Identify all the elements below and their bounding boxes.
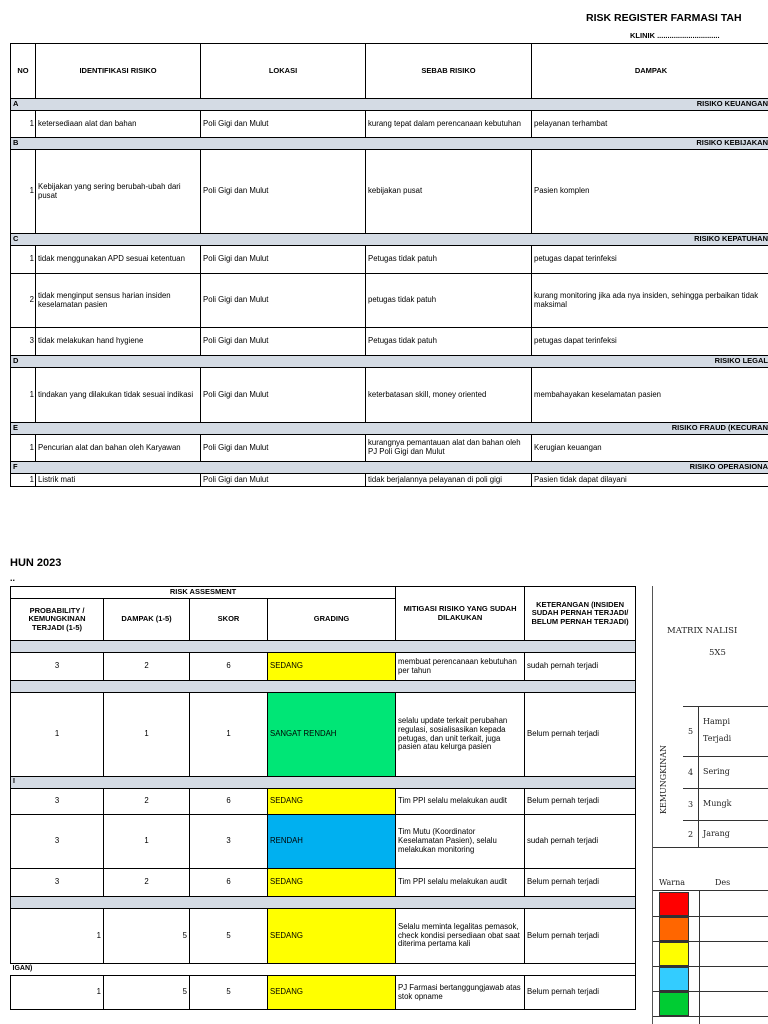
table-row <box>11 150 768 234</box>
section-code: F <box>11 462 36 474</box>
row-no: 1 <box>11 150 36 234</box>
table-row <box>11 474 768 487</box>
cell-keterangan: Belum pernah terjadi <box>525 976 636 1010</box>
cell-skor: 6 <box>190 653 268 681</box>
risk-matrix-panel <box>652 586 768 1024</box>
section-code: E <box>11 423 36 435</box>
section-code: B <box>11 138 36 150</box>
cell-mitigasi: Tim Mutu (Koordinator Keselamatan Pasien), selalu melakukan monitoring <box>396 815 525 869</box>
deskripsi-label: Des <box>715 878 731 887</box>
cell-probability: 1 <box>11 909 104 964</box>
cell-mitigasi: Tim PPI selalu melakukan audit <box>396 789 525 815</box>
cell-grading: SEDANG <box>268 869 396 897</box>
col-sebab: SEBAB RISIKO <box>366 44 532 99</box>
matrix-row-number: 5 <box>683 707 699 756</box>
row-no: 3 <box>11 328 36 356</box>
col-skor: SKOR <box>190 599 268 641</box>
section-row <box>11 99 768 111</box>
row-lokasi: Poli Gigi dan Mulut <box>201 111 366 138</box>
cell-probability: 1 <box>11 693 104 777</box>
risk-assessment-table <box>10 586 636 1010</box>
table-row <box>11 909 636 964</box>
row-no: 1 <box>11 111 36 138</box>
table-row <box>11 693 636 777</box>
legend-row <box>653 917 768 942</box>
row-identifikasi: Listrik mati <box>36 474 201 487</box>
cell-dampak: 5 <box>104 909 190 964</box>
row-lokasi: Poli Gigi dan Mulut <box>201 435 366 462</box>
klinik-dots: .. <box>10 573 16 583</box>
row-dampak: pelayanan terhambat <box>532 111 768 138</box>
legend-swatch-green <box>659 992 689 1016</box>
section-row <box>11 138 768 150</box>
matrix-row <box>683 706 768 756</box>
col-grading: GRADING <box>268 599 396 641</box>
section-code: A <box>11 99 36 111</box>
cell-probability: 1 <box>11 976 104 1010</box>
cell-keterangan: Belum pernah terjadi <box>525 909 636 964</box>
risk-register-table <box>10 43 768 487</box>
cell-keterangan: Belum pernah terjadi <box>525 693 636 777</box>
cell-probability: 3 <box>11 653 104 681</box>
section-name: RISIKO LEGAL <box>36 356 768 368</box>
row-lokasi: Poli Gigi dan Mulut <box>201 328 366 356</box>
row-lokasi: Poli Gigi dan Mulut <box>201 474 366 487</box>
matrix-row-number: 3 <box>683 789 699 820</box>
legend-swatch-orange <box>659 917 689 941</box>
row-identifikasi: ketersediaan alat dan bahan <box>36 111 201 138</box>
row-dampak: petugas dapat terinfeksi <box>532 328 768 356</box>
cell-skor: 6 <box>190 869 268 897</box>
section-row <box>11 356 768 368</box>
section-fragment: IGAN) <box>11 964 636 976</box>
table-row <box>11 111 768 138</box>
row-dampak: membahayakan keselamatan pasien <box>532 368 768 423</box>
row-sebab: petugas tidak patuh <box>366 274 532 328</box>
legend-row <box>653 992 768 1017</box>
section-code: C <box>11 234 36 246</box>
row-sebab: tidak berjalannya pelayanan di poli gigi <box>366 474 532 487</box>
warna-label: Warna <box>659 878 686 887</box>
row-no: 1 <box>11 435 36 462</box>
table-row <box>11 328 768 356</box>
section-fragment: I <box>11 777 636 789</box>
section-code: D <box>11 356 36 368</box>
cell-keterangan: Belum pernah terjadi <box>525 869 636 897</box>
cell-grading: SEDANG <box>268 789 396 815</box>
row-sebab: Petugas tidak patuh <box>366 246 532 274</box>
klinik-label: KLINIK .............................. <box>630 31 720 40</box>
cell-dampak: 5 <box>104 976 190 1010</box>
row-no: 1 <box>11 246 36 274</box>
row-identifikasi: Kebijakan yang sering berubah-ubah dari pusat <box>36 150 201 234</box>
cell-dampak: 1 <box>104 815 190 869</box>
table-row <box>11 246 768 274</box>
cell-probability: 3 <box>11 815 104 869</box>
matrix-row <box>683 756 768 788</box>
col-keterangan: KETERANGAN (INSIDEN SUDAH PERNAH TERJADI/ BELUM PERNAH TERJADI) <box>525 587 636 641</box>
cell-keterangan: Belum pernah terjadi <box>525 789 636 815</box>
cell-skor: 3 <box>190 815 268 869</box>
cell-probability: 3 <box>11 789 104 815</box>
row-lokasi: Poli Gigi dan Mulut <box>201 368 366 423</box>
matrix-size: 5X5 <box>709 648 726 658</box>
matrix-row-label: Mungk <box>703 799 732 808</box>
cell-grading: SEDANG <box>268 909 396 964</box>
col-dampak: DAMPAK <box>532 44 768 99</box>
matrix-row <box>683 820 768 847</box>
cell-mitigasi: Tim PPI selalu melakukan audit <box>396 869 525 897</box>
row-identifikasi: tidak menggunakan APD sesuai ketentuan <box>36 246 201 274</box>
matrix-row-number: 2 <box>683 821 699 847</box>
section-name: RISIKO KEBIJAKAN <box>36 138 768 150</box>
col-identifikasi: IDENTIFIKASI RISIKO <box>36 44 201 99</box>
page-title: RISK REGISTER FARMASI TAH <box>586 12 742 24</box>
col-probability: PROBABILITY / KEMUNGKINAN TERJADI (1-5) <box>11 599 104 641</box>
cell-mitigasi: membuat perencanaan kebutuhan per tahun <box>396 653 525 681</box>
row-sebab: kebijakan pusat <box>366 150 532 234</box>
row-sebab: kurangnya pemantauan alat dan bahan oleh PJ Poli Gigi dan Mulut <box>366 435 532 462</box>
table-row <box>11 368 768 423</box>
cell-skor: 6 <box>190 789 268 815</box>
matrix-axis-label: KEMUNGKINAN <box>659 744 668 814</box>
cell-grading: SEDANG <box>268 653 396 681</box>
col-mitigasi: MITIGASI RISIKO YANG SUDAH DILAKUKAN <box>396 587 525 641</box>
risk-assessment-header: RISK ASSESMENT <box>11 587 396 599</box>
legend-swatch-blue <box>659 967 689 991</box>
matrix-legend-header <box>653 847 768 891</box>
matrix-row-label: Sering <box>703 767 730 776</box>
cell-dampak: 2 <box>104 653 190 681</box>
cell-skor: 1 <box>190 693 268 777</box>
legend-swatch-red <box>659 892 689 916</box>
row-no: 2 <box>11 274 36 328</box>
section-name: RISIKO FRAUD (KECURAN <box>36 423 768 435</box>
cell-grading: SANGAT RENDAH <box>268 693 396 777</box>
cell-keterangan: sudah pernah terjadi <box>525 653 636 681</box>
section-row <box>11 423 768 435</box>
row-sebab: kurang tepat dalam perencanaan kebutuhan <box>366 111 532 138</box>
row-no: 1 <box>11 474 36 487</box>
matrix-row-number: 4 <box>683 757 699 788</box>
row-identifikasi: tidak melakukan hand hygiene <box>36 328 201 356</box>
cell-dampak: 1 <box>104 693 190 777</box>
cell-dampak: 2 <box>104 789 190 815</box>
row-dampak: kurang monitoring jika ada nya insiden, sehingga perbaikan tidak maksimal <box>532 274 768 328</box>
row-dampak: Kerugian keuangan <box>532 435 768 462</box>
cell-grading: RENDAH <box>268 815 396 869</box>
row-dampak: Pasien komplen <box>532 150 768 234</box>
section-name: RISIKO OPERASIONA <box>36 462 768 474</box>
cell-mitigasi: PJ Farmasi bertanggungjawab atas stok opname <box>396 976 525 1010</box>
cell-grading: SEDANG <box>268 976 396 1010</box>
row-identifikasi: Pencurian alat dan bahan oleh Karyawan <box>36 435 201 462</box>
legend-row <box>653 892 768 917</box>
matrix-row-label: Hampi <box>703 717 731 726</box>
row-dampak: petugas dapat terinfeksi <box>532 246 768 274</box>
legend-row <box>653 942 768 967</box>
section-row <box>11 462 768 474</box>
col-dampak-score: DAMPAK (1-5) <box>104 599 190 641</box>
table-row <box>11 274 768 328</box>
legend-swatch-yellow <box>659 942 689 966</box>
row-lokasi: Poli Gigi dan Mulut <box>201 246 366 274</box>
section-row <box>11 234 768 246</box>
cell-dampak: 2 <box>104 869 190 897</box>
matrix-row-label: Jarang <box>703 829 730 838</box>
matrix-row-label-2: Terjadi <box>703 734 732 743</box>
table-row <box>11 653 636 681</box>
legend-row <box>653 967 768 992</box>
row-identifikasi: tidak menginput sensus harian insiden keselamatan pasien <box>36 274 201 328</box>
row-lokasi: Poli Gigi dan Mulut <box>201 274 366 328</box>
table-row <box>11 435 768 462</box>
cell-probability: 3 <box>11 869 104 897</box>
table-row <box>11 789 636 815</box>
cell-keterangan: sudah pernah terjadi <box>525 815 636 869</box>
cell-skor: 5 <box>190 976 268 1010</box>
row-sebab: Petugas tidak patuh <box>366 328 532 356</box>
section-name: RISIKO KEPATUHAN <box>36 234 768 246</box>
col-lokasi: LOKASI <box>201 44 366 99</box>
matrix-title: MATRIX NALISI <box>667 626 738 636</box>
row-lokasi: Poli Gigi dan Mulut <box>201 150 366 234</box>
row-no: 1 <box>11 368 36 423</box>
cell-mitigasi: Selalu meminta legalitas pemasok, check kondisi persediaan obat saat diterima pertama kali <box>396 909 525 964</box>
cell-skor: 5 <box>190 909 268 964</box>
col-no: NO <box>11 44 36 99</box>
table-row <box>11 815 636 869</box>
row-sebab: keterbatasan skill, money oriented <box>366 368 532 423</box>
page-title-continued: HUN 2023 <box>10 557 62 569</box>
row-identifikasi: tindakan yang dilakukan tidak sesuai indikasi <box>36 368 201 423</box>
section-name: RISIKO KEUANGAN <box>36 99 768 111</box>
row-dampak: Pasien tidak dapat dilayani <box>532 474 768 487</box>
table-row <box>11 976 636 1010</box>
table-row <box>11 869 636 897</box>
matrix-row <box>683 788 768 820</box>
cell-mitigasi: selalu update terkait perubahan regulasi, sosialisasikan kepada petugas, dan unit terkait, juga pasien atau kelurga pasien <box>396 693 525 777</box>
